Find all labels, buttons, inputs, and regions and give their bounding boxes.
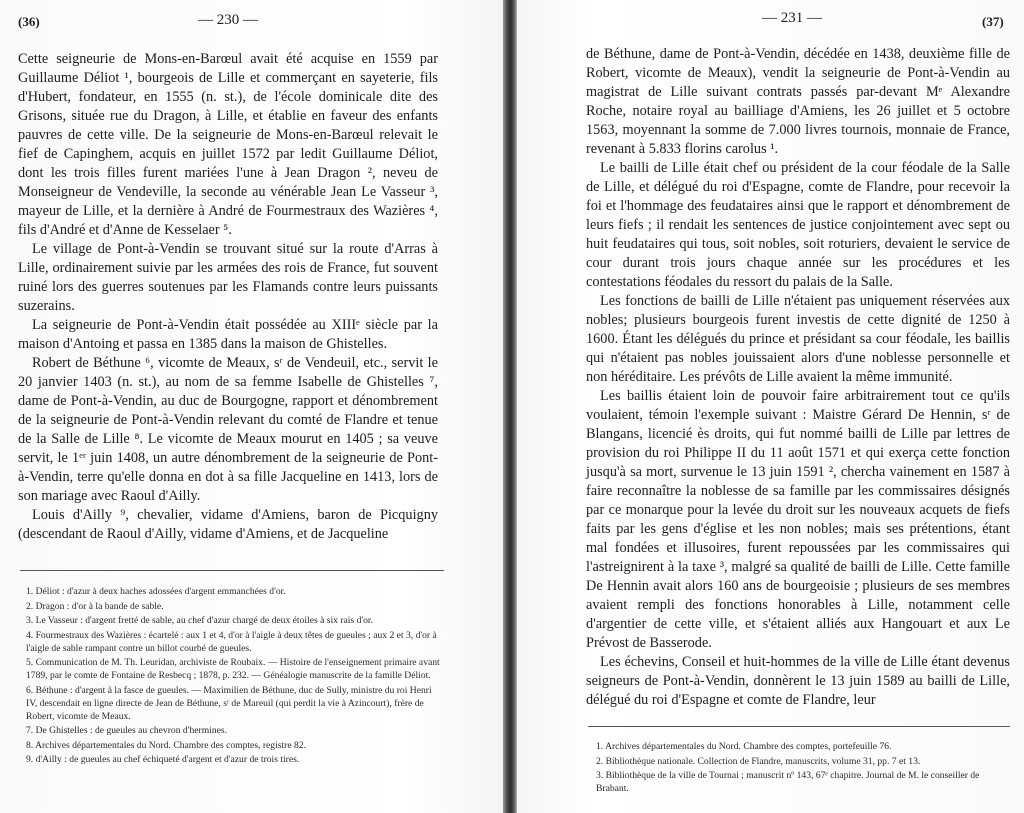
footnote: 1. Archives départementales du Nord. Chambre des comptes, portefeuille 76. xyxy=(596,741,892,752)
left-page-footnotes xyxy=(26,585,444,768)
paragraph: Louis d'Ailly ⁹, chevalier, vidame d'Amiens, baron de Picquigny (descendant de Raoul d'Ailly, vidame d'Amiens, et de Jacqueline xyxy=(18,507,438,542)
footnote: 8. Archives départementales du Nord. Chambre des comptes, registre 82. xyxy=(26,739,307,751)
paragraph: Le bailli de Lille était chef ou président de la cour féodale de la Salle de Lille, et délégué du roi d'Espagne, comte de Flandre, pour recevoir la foi et l'hommage des feudataires ainsi que le rapport et dénombrement de leurs fiefs ; il rendait les sentences de justice conjointement avec sept ou huit feudataires qui tous, soit nobles, soit roturiers, devaient le service de cour durant trois jours chaque année sur les procédures et les contestations féodales du ressort du palais de la Salle. xyxy=(586,160,1010,290)
footnote: 5. Communication de M. Th. Leuridan, archiviste de Roubaix. — Histoire de l'enseignement primaire avant 1789, par le comte de Fontaine de Resbecq ; 1878, p. 232. — Généalogie manuscrite de la famille Déliot. xyxy=(26,657,440,681)
left-page-marker: (36) xyxy=(18,14,40,29)
footnote-divider xyxy=(20,570,444,571)
right-page-footnotes xyxy=(596,740,1010,797)
footnote-divider xyxy=(588,726,1010,727)
paragraph: Les fonctions de bailli de Lille n'étaient pas uniquement réservées aux nobles; plusieurs bourgeois furent investis de cette dignité de 1250 à 1600. Étant les délégués du prince et présidant sa cour féodale, les baillis qui n'étaient pas nobles jouissaient alors d'une noblesse personnelle et non héréditaire. Les prévôts de Lille avaient la même immunité. xyxy=(586,293,1010,385)
paragraph: de Béthune, dame de Pont-à-Vendin, décédée en 1438, deuxième fille de Robert, vicomte de Meaux), vendit la seigneurie de Pont-à-Vendin au magistrat de Lille suivant contrats passés par-devant Mᵉ Alexandre Roche, notaire royal au bailliage d'Amiens, les 26 juillet et 5 octobre 1563, moyennant la somme de 7.000 livres tournois, monnaie de France, revenant à 5.833 florins carolus ¹. xyxy=(586,46,1010,157)
right-page xyxy=(520,0,1024,813)
footnote: 3. Bibliothèque de la ville de Tournai ; manuscrit nº 143, 67ᵉ chapitre. Journal de M. le conseiller de Brabant. xyxy=(596,770,980,794)
paragraph: Les échevins, Conseil et huit-hommes de la ville de Lille étant devenus seigneurs de Pont-à-Vendin, donnèrent le 13 juin 1589 au bailli de Lille, délégué du roi d'Espagne et comte de Flandre, leur xyxy=(586,654,1010,708)
left-page-body xyxy=(18,50,438,544)
footnote: 2. Bibliothèque nationale. Collection de Flandre, manuscrits, volume 31, pp. 7 et 13. xyxy=(596,755,921,767)
paragraph: La seigneurie de Pont-à-Vendin était possédée au XIIIᵉ siècle par la maison d'Antoing et passa en 1385 dans la maison de Ghistelles. xyxy=(18,317,438,352)
footnote: 6. Béthune : d'argent à la fasce de gueules. — Maximilien de Béthune, duc de Sully, ministre du roi Henri IV, descendait en ligne directe de Jean de Béthune, sʳ de Mareuil (qui perdit la vie à Azincourt), frère de Robert, vicomte de Meaux. xyxy=(26,684,432,722)
right-page-number: — 231 — xyxy=(762,10,822,26)
footnote: 9. d'Ailly : de gueules au chef échiqueté d'argent et d'azur de trois tires. xyxy=(26,754,300,765)
paragraph: Cette seigneurie de Mons-en-Barœul avait été acquise en 1559 par Guillaume Déliot ¹, bourgeois de Lille et commerçant en sayeterie, fils d'Hubert, fondateur, en 1555 (n. st.), de l'école dominicale dite des Grisons, située rue du Dragon, à Lille, et établie en faveur des enfants pauvres de cette ville. De la seigneurie de Mons-en-Barœul relevait le fief de Capinghem, acquis en juillet 1572 par ledit Guillaume Déliot, dont les trois filles furent mariées l'une à Jean Dragon ², neveu de Monseigneur de Vendeville, la seconde au vénérable Jean Le Vasseur ³, mayeur de Lille, et la dernière à André de Fourmestraux des Wazières ⁴, fils d'André et d'Anne de Kesselaer ⁵. xyxy=(18,51,438,238)
left-page xyxy=(0,0,500,813)
book-gutter xyxy=(503,0,517,813)
right-page-body xyxy=(586,45,1010,710)
footnote: 4. Fourmestraux des Wazières : écartelé : aux 1 et 4, d'or à l'aigle à deux têtes de gueules ; aux 2 et 3, d'or à l'aigle de sable rampant contre un billot courbé de gueules. xyxy=(26,629,437,654)
right-page-marker: (37) xyxy=(982,14,1004,29)
paragraph: Le village de Pont-à-Vendin se trouvant situé sur la route d'Arras à Lille, ordinairement suivie par les armées des rois de France, fut souvent ruiné lors des guerres soutenues par les Flamands contre leurs puissants suzerains. xyxy=(18,241,438,314)
footnote: 1. Déliot : d'azur à deux haches adossées d'argent emmanchées d'or. xyxy=(26,586,286,597)
paragraph: Robert de Béthune ⁶, vicomte de Meaux, sʳ de Vendeuil, etc., servit le 20 janvier 1403 (n. st.), au nom de sa femme Isabelle de Ghistelles ⁷, dame de Pont-à-Vendin, au duc de Bourgogne, rapport et dénombrement de la seigneurie de Pont-à-Vendin relevant du comté de Flandre et tenue de la Salle de Lille ⁸. Le vicomte de Meaux mourut en 1405 ; sa veuve servit, le 1ᵉʳ juin 1408, un autre dénombrement de la seigneurie de Pont-à-Vendin, terre qu'elle donna en dot à sa fille Jacqueline en 1413, lors de son mariage avec Raoul d'Ailly. xyxy=(18,355,438,504)
paragraph: Les baillis étaient loin de pouvoir faire arbitrairement tout ce qu'ils voulaient, témoin l'exemple suivant : Maistre Gérard De Hennin, sʳ de Blangans, licencié ès droits, qui fut nommé bailli de Lille par lettres de provision du roi Philippe II du 11 août 1571 et qui exerça cette fonction jusqu'à sa mort, survenue le 13 juin 1591 ², chercha vainement en 1587 à faire reconnaître la noblesse de sa famille par les commissaires désignés par ce monarque pour la levée du droit sur les nouveaux acquets de fiefs faits par les gens d'église et les non nobles; mais ses prétentions, étant mal fondées et illusoires, furent repoussées par les commissaires qui l'astreignirent à la taxe ³, malgré sa qualité de bailli de Lille. Cette famille De Hennin avait alors 160 ans de bourgeoisie ; plusieurs de ses membres avaient rempli des fonctions honorables à Lille, notamment celle d'argentier de cette ville, et s'étaient alliés aux Hangouart et aux Le Prévost de Basserode. xyxy=(586,388,1010,651)
footnote: 2. Dragon : d'or à la bande de sable. xyxy=(26,600,164,612)
left-page-number: — 230 — xyxy=(198,12,258,28)
footnote: 3. Le Vasseur : d'argent fretté de sable, au chef d'azur chargé de deux étoiles à six rais d'or. xyxy=(26,615,373,626)
footnote: 7. De Ghistelles : de gueules au chevron d'hermines. xyxy=(26,725,228,736)
